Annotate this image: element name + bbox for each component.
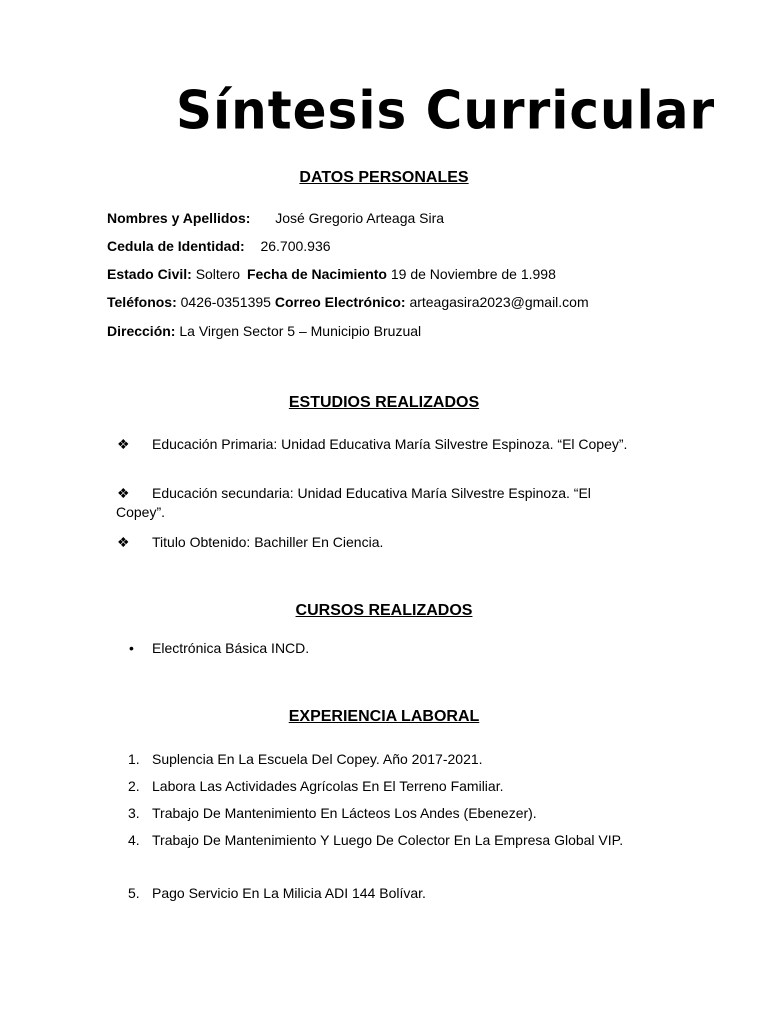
bullet-icon: • [129,640,134,656]
names-row [107,209,444,227]
id-label: Cedula de Identidad: [107,238,245,254]
experience-item: Trabajo De Mantenimiento En Lácteos Los Andes (Ebenezer). [152,805,537,821]
phone-label: Teléfonos: [107,294,177,310]
experience-item: Trabajo De Mantenimiento Y Luego De Colector En La Empresa Global VIP. [152,832,624,848]
id-row [107,237,331,255]
experience-item: Suplencia En La Escuela Del Copey. Año 2017-2021. [152,751,483,767]
diamond-bullet-icon: ❖ [117,485,130,501]
section-heading-courses: CURSOS REALIZADOS [295,602,473,619]
address-row [107,322,421,340]
section-heading-experience: EXPERIENCIA LABORAL [288,708,480,725]
email-value: arteagasira2023@gmail.com [409,294,589,310]
address-label: Dirección: [107,323,176,339]
email-label: Correo Electrónico: [274,294,406,310]
id-value: 26.700.936 [260,238,331,254]
document-title: Síntesis Curricular [176,80,716,141]
list-number: 5. [128,885,140,901]
civil-label: Estado Civil: [107,266,192,282]
civil-value: Soltero [195,266,241,282]
names-value: José Gregorio Arteaga Sira [275,210,445,226]
study-item-text: Titulo Obtenido: Bachiller En Ciencia. [152,534,384,550]
study-item-text: Educación secundaria: Unidad Educativa María Silvestre Espinoza. “El Copey”. [116,485,591,520]
study-item [116,533,636,552]
study-item [116,484,636,522]
list-number: 3. [128,805,140,821]
diamond-bullet-icon: ❖ [117,534,130,550]
names-label: Nombres y Apellidos: [107,210,251,226]
experience-item: Labora Las Actividades Agrícolas En El Terreno Familiar. [152,778,504,794]
diamond-bullet-icon: ❖ [117,436,130,452]
section-heading-personal: DATOS PERSONALES [299,169,469,186]
list-number: 2. [128,778,140,794]
birth-value: 19 de Noviembre de 1.998 [390,266,556,282]
phone-value: 0426-0351395 [180,294,271,310]
section-heading-studies: ESTUDIOS REALIZADOS [288,394,480,411]
address-value: La Virgen Sector 5 – Municipio Bruzual [179,323,422,339]
study-item-text: Educación Primaria: Unidad Educativa María Silvestre Espinoza. “El Copey”. [152,436,628,452]
course-item: Electrónica Básica INCD. [152,640,310,656]
contact-row [107,293,589,311]
list-number: 1. [128,751,140,767]
civil-birth-row [107,265,556,283]
study-item [116,435,636,454]
list-number: 4. [128,832,140,848]
experience-item: Pago Servicio En La Milicia ADI 144 Bolívar. [152,885,426,901]
birth-label: Fecha de Nacimiento [246,266,387,282]
